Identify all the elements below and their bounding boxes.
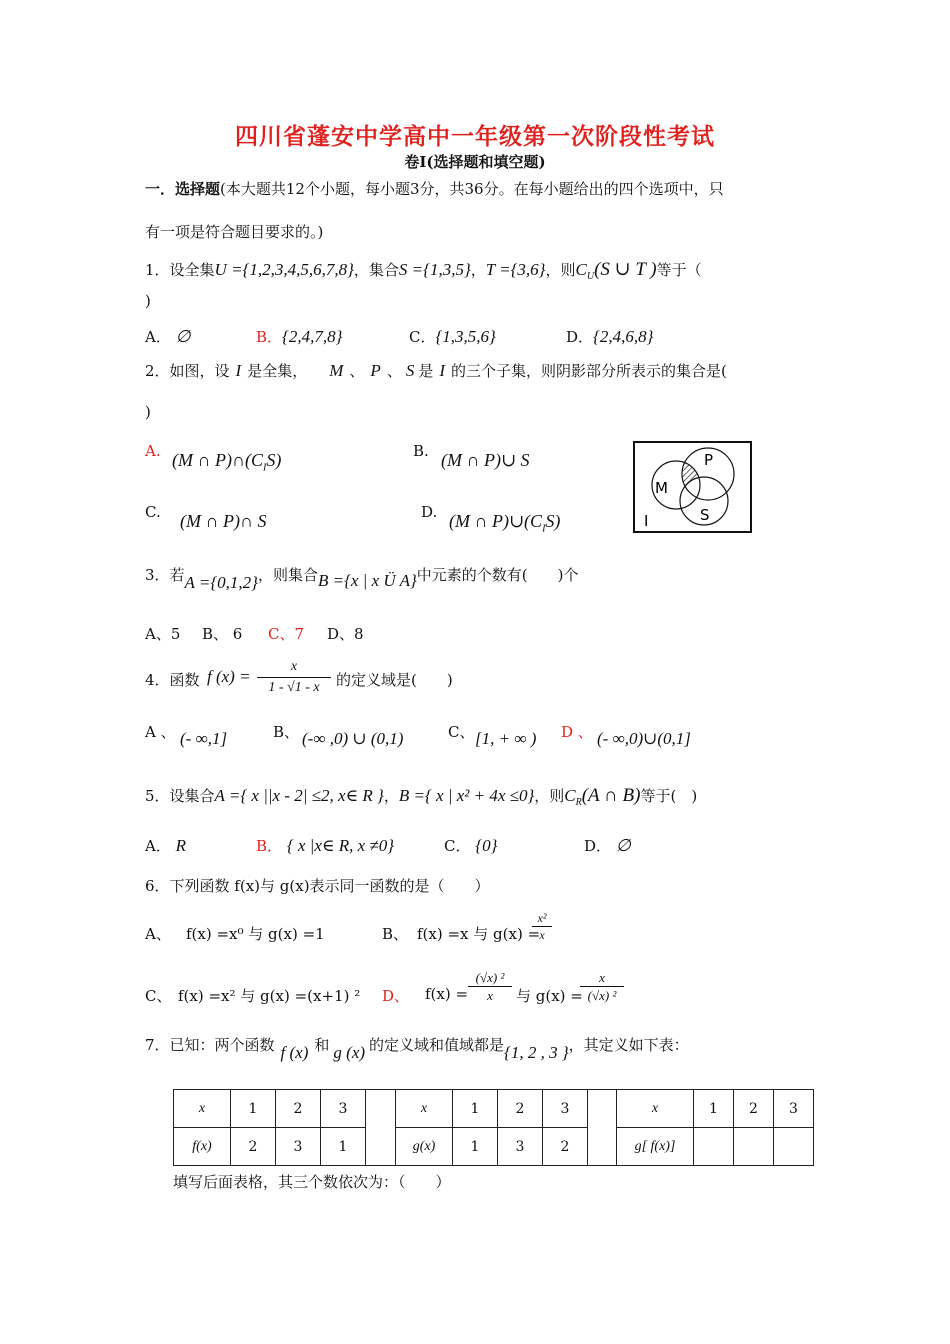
answer-cell[interactable] (774, 1128, 814, 1166)
table-cell: x (617, 1090, 694, 1128)
question-6-stem: 6．下列函数 f(x)与 g(x)表示同一函数的是（ ） (145, 877, 490, 895)
q4-option-d-value: (- ∞,0)∪(0,1] (597, 729, 691, 748)
table-cell: 3 (321, 1090, 366, 1128)
table-cell: 1 (694, 1090, 734, 1128)
q1-complement: C (575, 260, 587, 279)
function-table (173, 1089, 814, 1166)
q4-text-a: 4．函数 (145, 671, 200, 689)
q1-union: (S ∪ T ) (594, 259, 657, 280)
q6-option-d-fraction-2 (580, 970, 624, 1003)
q3-option-a: A、5 (145, 625, 181, 643)
table-cell: 3 (543, 1090, 588, 1128)
q3-set-b: B ={x | x Ü A} (317, 571, 417, 590)
q5-option-b-value: { x |x∈ R, x ≠0} (286, 836, 395, 855)
table-cell: g[ f(x)] (617, 1128, 694, 1166)
page-subtitle: 卷Ⅰ(选择题和填空题) (404, 153, 546, 171)
q6-option-d-num-2: x (599, 970, 605, 985)
q6-option-b-fraction (532, 911, 552, 942)
q5-complement: C (564, 786, 576, 805)
q2-option-d-value (449, 511, 560, 535)
q2-text-d: 的三个子集，则阴影部分所表示的集合是( (451, 362, 727, 380)
q4-fx: f (x) = (207, 667, 251, 686)
q2-set-i-2: I (439, 361, 446, 380)
table-spacer (588, 1090, 617, 1166)
q2-option-a-sub: I (262, 462, 267, 474)
table-cell: 2 (231, 1128, 276, 1166)
page-title: 四川省蓬安中学高中一年级第一次阶段性考试 (235, 123, 715, 150)
q6-option-b-label: B、 (382, 925, 409, 943)
q2-option-d-sub: I (542, 523, 546, 535)
q1-set-s: S ={1,3,5} (398, 260, 471, 279)
q5-option-c-label: C． (444, 837, 471, 855)
table-row-values (174, 1128, 814, 1166)
q7-tail: 填写后面表格，其三个数依次为：（ ） (173, 1173, 451, 1191)
q1-option-d-value: {2,4,6,8} (593, 327, 654, 346)
q2-option-d-end: S) (545, 511, 561, 531)
q4-numerator: x (290, 659, 298, 674)
q5-sep: ， (383, 787, 399, 805)
q1-set-u: U ={1,2,3,4,5,6,7,8} (214, 260, 354, 279)
q6-option-d-bar-1 (468, 986, 512, 987)
q7-text-a: 7．已知：两个函数 (145, 1036, 275, 1054)
venn-label-p: P (704, 451, 714, 469)
section-heading: 一．选择题 (145, 180, 221, 198)
q2-dun-1: 、 (349, 362, 365, 380)
table-cell: 1 (453, 1090, 498, 1128)
q4-option-a-label: A 、 (145, 723, 176, 741)
q5-option-d-label: D． (584, 837, 612, 855)
table-cell: g(x) (396, 1128, 453, 1166)
q5-option-d-value: ∅ (615, 836, 631, 855)
q1-text-b: ，集合 (353, 261, 399, 279)
q5-set-a: A ={ x ||x - 2| ≤2, x∈ R } (214, 786, 384, 805)
q1-option-d-label: D． (566, 328, 594, 346)
q2-option-c-value: (M ∩ P)∩ S (180, 511, 267, 531)
q1-option-c-value: {1,3,5,6} (435, 327, 496, 346)
q5-option-c-value: {0} (475, 836, 498, 855)
q6-option-a-value: f(x) =x⁰ 与 g(x) =1 (186, 925, 325, 943)
q1-close: ) (145, 292, 151, 310)
q4-option-d-label: D 、 (561, 723, 593, 741)
q7-text-b: 的定义域和值域都是 (369, 1036, 505, 1054)
venn-label-i: I (644, 512, 649, 530)
q2-dun-2: 、 (386, 362, 402, 380)
q4-option-b-value: (-∞ ,0) ∪ (0,1) (302, 729, 404, 748)
q3-text-c: 中元素的个数有( )个 (416, 566, 579, 584)
q1-option-a (145, 326, 190, 347)
q5-option-a-value: R (175, 836, 187, 855)
q4-fraction-bar (257, 677, 331, 678)
table-cell: 2 (276, 1090, 321, 1128)
q2-text-a: 2．如图，设 (145, 362, 230, 380)
table-cell: x (174, 1090, 231, 1128)
q1-text-d: 等于（ (656, 261, 702, 279)
q6-option-d-den-2: (√x) ² (587, 988, 617, 1003)
answer-cell[interactable] (694, 1128, 734, 1166)
q1-sub-u: U (586, 271, 595, 282)
table-cell: 1 (321, 1128, 366, 1166)
q2-option-d-main: (M ∩ P)∪(C (449, 511, 543, 531)
q1-option-c (409, 326, 496, 347)
q6-option-b-bar (532, 926, 552, 927)
q2-option-a-main: (M ∩ P)∩(C (172, 450, 263, 470)
q3-option-b: B、 6 (202, 625, 243, 643)
q6-option-b-value: f(x) =x 与 g(x) = (417, 925, 541, 943)
q5-text-b: ，则 (534, 787, 565, 805)
q4-denominator: 1 - √1 - x (268, 680, 320, 695)
venn-label-s: S (700, 506, 710, 524)
q4-option-a-value: (- ∞,1] (180, 729, 228, 748)
q6-option-c-label: C、 (145, 987, 172, 1005)
q1-option-c-label: C． (409, 328, 436, 346)
q6-option-d-part-a: f(x) = (425, 985, 469, 1003)
table-spacer (366, 1090, 396, 1166)
q4-option-c-label: C、 (448, 723, 475, 741)
q2-option-a-value (172, 450, 281, 474)
q1-option-a-label: A． (145, 328, 171, 346)
q7-fx: f (x) (280, 1043, 309, 1062)
q5-option-c (444, 835, 497, 856)
q6-option-d-num-1: (√x) ² (475, 970, 505, 985)
q2-set-p: P (370, 361, 381, 380)
q6-option-d-bar-2 (580, 986, 624, 987)
table-cell: 3 (276, 1128, 321, 1166)
q3-text-a: 3．若 (145, 566, 185, 584)
q1-text-a: 1．设全集 (145, 261, 215, 279)
question-3-stem (145, 564, 579, 592)
table-cell: 1 (231, 1090, 276, 1128)
q6-option-a-label: A、 (145, 925, 171, 943)
q5-text-c: 等于( ) (640, 787, 698, 805)
question-7-stem (145, 1034, 689, 1062)
q3-option-c: C、7 (268, 625, 305, 643)
q4-fraction (257, 659, 331, 696)
q7-set: {1, 2 , 3 } (504, 1043, 569, 1062)
table-row-header (174, 1090, 814, 1128)
table-cell: 2 (498, 1090, 543, 1128)
section-desc-line1: (本大题共12个小题，每小题3分，共36分。在每小题给出的四个选项中，只 (220, 180, 724, 198)
q2-option-d-label: D. (421, 503, 438, 521)
q5-option-b-label: B． (256, 837, 283, 855)
table-cell: x (396, 1090, 453, 1128)
q6-option-d-part-b: 与 g(x) = (516, 987, 583, 1005)
answer-cell[interactable] (734, 1128, 774, 1166)
q3-text-b: ，则集合 (257, 566, 318, 584)
q2-option-a-label: A. (145, 442, 161, 460)
q1-option-b-label: B． (256, 328, 283, 346)
q1-sep: ， (470, 261, 486, 279)
section-desc-line2: 有一项是符合题目要求的。) (145, 223, 324, 241)
q2-close: ) (145, 403, 151, 421)
q2-set-m: M (329, 361, 344, 380)
q1-option-a-value: ∅ (175, 327, 191, 346)
q6-option-d-den-1: x (487, 988, 493, 1003)
q6-option-d-fraction-1 (468, 970, 512, 1003)
q5-text-a: 5．设集合 (145, 787, 215, 805)
q2-option-b-label: B. (413, 442, 429, 460)
q4-option-c-value: [1, + ∞ ) (475, 729, 537, 748)
q2-option-b-value: (M ∩ P)∪ S (441, 450, 530, 470)
q7-and: 和 (314, 1036, 330, 1054)
q7-text-c: ，其定义如下表： (568, 1036, 689, 1054)
table-cell: 1 (453, 1128, 498, 1166)
table-cell: 2 (543, 1128, 588, 1166)
q1-option-b-value: {2,4,7,8} (282, 327, 343, 346)
q5-option-a (145, 835, 186, 856)
table-cell: 3 (498, 1128, 543, 1166)
venn-diagram (633, 441, 752, 533)
table-cell: 3 (774, 1090, 814, 1128)
q4-option-b-label: B、 (273, 723, 300, 741)
q5-intersection: (A ∩ B) (581, 785, 641, 806)
section-intro (145, 178, 724, 199)
q3-option-d: D、8 (327, 625, 364, 643)
q5-option-d (584, 835, 631, 856)
q4-text-b: 的定义域是( ) (336, 671, 453, 689)
q1-option-b (256, 326, 342, 347)
q1-text-c: ，则 (545, 261, 576, 279)
q2-set-i: I (235, 361, 242, 380)
question-5-stem (145, 785, 697, 808)
q2-option-a-end: S) (266, 450, 282, 470)
q6-option-c-value: f(x) =x² 与 g(x) =(x+1) ² (178, 987, 361, 1005)
q1-set-t: T ={3,6} (485, 260, 546, 279)
venn-label-m: M (655, 479, 668, 497)
q2-text-b: 是全集， (247, 362, 308, 380)
q2-option-c-label: C. (145, 503, 161, 521)
question-1-stem (145, 258, 702, 282)
q2-set-s: S (405, 361, 415, 380)
table-cell: f(x) (174, 1128, 231, 1166)
q6-option-d-label: D、 (382, 987, 410, 1005)
q5-option-a-label: A． (145, 837, 171, 855)
question-2-stem (145, 360, 727, 381)
q6-option-b-den: x (539, 928, 545, 942)
q6-option-b-num: x² (537, 911, 547, 925)
q1-option-d (566, 326, 653, 347)
q2-text-c: 是 (418, 362, 434, 380)
q5-set-b: B ={ x | x² + 4x ≤0} (398, 786, 535, 805)
table-cell: 2 (734, 1090, 774, 1128)
q5-sub-r: R (575, 797, 582, 808)
q7-gx: g (x) (333, 1043, 366, 1062)
q5-option-b (256, 835, 394, 856)
q3-set-a: A ={0,1,2} (184, 573, 258, 592)
